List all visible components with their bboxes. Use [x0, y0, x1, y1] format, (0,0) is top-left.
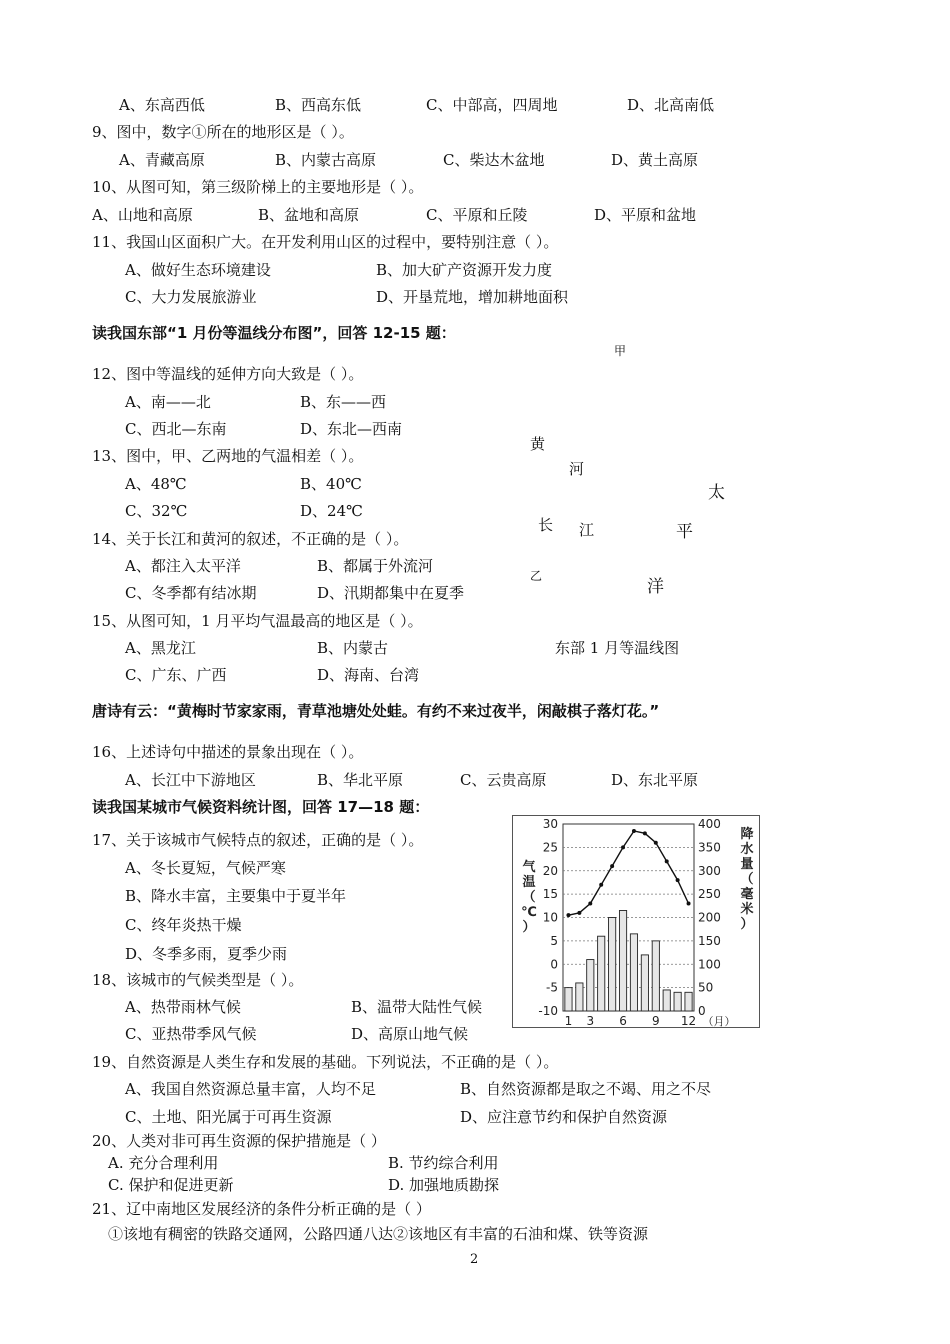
precip-bar	[663, 990, 670, 1011]
q13-option-a[interactable]: A、48℃	[125, 475, 187, 493]
map-label-yi: 乙	[530, 569, 543, 583]
precip-bar	[619, 910, 626, 1011]
map-label-he: 河	[569, 460, 585, 478]
temperature-point	[687, 901, 691, 905]
temperature-line	[569, 831, 689, 915]
q16-option-a[interactable]: A、长江中下游地区	[125, 771, 256, 789]
temperature-point	[566, 913, 570, 917]
q13-option-c[interactable]: C、32℃	[125, 502, 188, 520]
right-tick-label: 100	[698, 957, 721, 972]
q13-option-b[interactable]: B、40℃	[300, 475, 362, 493]
q17-option-a[interactable]: A、冬长夏短，气候严寒	[125, 859, 286, 877]
q13-option-d[interactable]: D、24℃	[300, 502, 363, 520]
q9-option-c[interactable]: C、柴达木盆地	[443, 151, 545, 169]
q17-option-d[interactable]: D、冬季多雨，夏季少雨	[125, 945, 288, 963]
right-tick-label: 350	[698, 840, 721, 855]
q10-option-c[interactable]: C、平原和丘陵	[426, 206, 528, 224]
q14-option-a[interactable]: A、都注入太平洋	[125, 557, 241, 575]
q21-stem: 21、辽中南地区发展经济的条件分析正确的是（ ）	[92, 1200, 431, 1218]
x-tick-label: 9	[651, 1014, 660, 1027]
q12-option-b[interactable]: B、东——西	[300, 393, 387, 411]
poem-intro: 唐诗有云：“黄梅时节家家雨，青草池塘处处蛙。有约不来过夜半，闲敲棋子落灯花。”	[92, 702, 660, 720]
precip-bar	[641, 955, 648, 1011]
map-label-jia: 甲	[614, 344, 627, 358]
q20-option-b[interactable]: B. 节约综合利用	[388, 1154, 499, 1172]
page-number: 2	[470, 1252, 479, 1267]
map-label-huang: 黄	[530, 435, 546, 453]
map-label-ping: 平	[676, 522, 693, 542]
temperature-point	[643, 831, 647, 835]
q18-option-d[interactable]: D、高原山地气候	[351, 1025, 469, 1043]
precip-bar	[685, 992, 692, 1011]
right-tick-label: 250	[698, 887, 721, 902]
map-label-tai: 太	[708, 483, 725, 503]
q20-stem: 20、人类对非可再生资源的保护措施是（ ）	[92, 1132, 386, 1150]
precip-bar	[630, 934, 637, 1011]
map-label-chang: 长	[538, 516, 554, 534]
q12-option-a[interactable]: A、南——北	[125, 393, 211, 411]
right-tick-label: 400	[698, 817, 721, 831]
q19-option-c[interactable]: C、土地、阳光属于可再生资源	[125, 1108, 332, 1126]
q12-stem: 12、图中等温线的延伸方向大致是（ ）。	[92, 365, 364, 383]
left-tick-label: 25	[542, 840, 558, 855]
left-tick-label: 20	[542, 863, 558, 878]
q10-option-b[interactable]: B、盆地和高原	[258, 206, 360, 224]
temperature-point	[632, 829, 636, 833]
q10-option-d[interactable]: D、平原和盆地	[594, 206, 697, 224]
right-tick-label: 150	[698, 933, 721, 948]
left-tick-label: 10	[542, 910, 558, 925]
q9-option-a[interactable]: A、青藏高原	[119, 151, 205, 169]
q15-option-b[interactable]: B、内蒙古	[317, 639, 389, 657]
q10-stem: 10、从图可知，第三级阶梯上的主要地形是（ ）。	[92, 178, 424, 196]
q20-option-a[interactable]: A. 充分合理利用	[108, 1154, 219, 1172]
q19-stem: 19、自然资源是人类生存和发展的基础。下列说法，不正确的是（ ）。	[92, 1053, 559, 1071]
q10-option-a[interactable]: A、山地和高原	[92, 206, 193, 224]
temperature-point	[610, 864, 614, 868]
left-tick-label: -5	[546, 980, 558, 995]
left-tick-label: 5	[550, 933, 558, 948]
temperature-point	[588, 901, 592, 905]
q11-option-d[interactable]: D、开垦荒地，增加耕地面积	[376, 288, 569, 306]
left-tick-label: 0	[550, 957, 558, 972]
q8-option-a[interactable]: A、东高西低	[119, 96, 205, 114]
q15-option-d[interactable]: D、海南、台湾	[317, 666, 420, 684]
q18-stem: 18、该城市的气候类型是（ ）。	[92, 971, 304, 989]
precip-bar	[576, 983, 583, 1011]
precip-bar	[652, 941, 659, 1011]
q18-option-a[interactable]: A、热带雨林气候	[125, 998, 241, 1016]
temperature-point	[654, 841, 658, 845]
q17-option-b[interactable]: B、降水丰富，主要集中于夏半年	[125, 887, 347, 905]
section-heading-climate: 读我国某城市气候资料统计图，回答 17—18 题：	[92, 798, 430, 816]
right-axis-title: 降水量（毫米）	[740, 827, 754, 932]
q20-option-c[interactable]: C. 保护和促进更新	[108, 1176, 234, 1194]
q11-option-a[interactable]: A、做好生态环境建设	[125, 261, 271, 279]
section-heading-isotherm: 读我国东部“1 月份等温线分布图”，回答 12-15 题：	[92, 324, 456, 342]
q15-option-c[interactable]: C、广东、广西	[125, 666, 227, 684]
left-axis-title: 气温（℃）	[521, 860, 537, 935]
temperature-point	[599, 883, 603, 887]
map-caption: 东部 1 月等温线图	[555, 639, 680, 657]
map-label-jiang: 江	[579, 521, 595, 539]
climate-chart	[512, 815, 760, 1028]
q19-option-a[interactable]: A、我国自然资源总量丰富，人均不足	[125, 1080, 376, 1098]
left-tick-label: -10	[538, 1004, 558, 1018]
q19-option-b[interactable]: B、自然资源都是取之不竭、用之不尽	[460, 1080, 712, 1098]
x-axis-unit: （月）	[702, 1015, 736, 1027]
x-tick-label: 1	[564, 1014, 573, 1027]
right-tick-label: 0	[698, 1004, 706, 1018]
precip-bar	[587, 960, 594, 1011]
temperature-point	[577, 911, 581, 915]
q12-option-c[interactable]: C、西北—东南	[125, 420, 227, 438]
q16-option-d[interactable]: D、东北平原	[611, 771, 699, 789]
q16-stem: 16、上述诗句中描述的景象出现在（ ）。	[92, 743, 364, 761]
climate-chart-svg	[513, 816, 759, 1027]
q11-option-b[interactable]: B、加大矿产资源开发力度	[376, 261, 553, 279]
temperature-point	[676, 878, 680, 882]
x-tick-label: 12	[680, 1014, 697, 1027]
left-tick-label: 15	[542, 887, 558, 902]
q17-stem: 17、关于该城市气候特点的叙述，正确的是（ ）。	[92, 831, 424, 849]
q8-option-d[interactable]: D、北高南低	[627, 96, 715, 114]
map-label-yang: 洋	[647, 577, 664, 597]
q18-option-b[interactable]: B、温带大陆性气候	[351, 998, 483, 1016]
q15-stem: 15、从图可知，1 月平均气温最高的地区是（ ）。	[92, 612, 423, 630]
q16-option-c[interactable]: C、云贵高原	[460, 771, 547, 789]
precip-bar	[598, 936, 605, 1011]
q20-option-d[interactable]: D. 加强地质勘探	[388, 1176, 500, 1194]
x-tick-label: 3	[586, 1014, 595, 1027]
q11-stem: 11、我国山区面积广大。在开发利用山区的过程中，要特别注意（ ）。	[92, 233, 559, 251]
q16-option-b[interactable]: B、华北平原	[317, 771, 404, 789]
q12-option-d[interactable]: D、东北—西南	[300, 420, 403, 438]
q13-stem: 13、图中，甲、乙两地的气温相差（ ）。	[92, 447, 364, 465]
q14-stem: 14、关于长江和黄河的叙述，不正确的是（ ）。	[92, 530, 409, 548]
q8-option-c[interactable]: C、中部高，四周地	[426, 96, 558, 114]
q9-stem: 9、图中，数字①所在的地形区是（ ）。	[92, 123, 354, 141]
q9-option-b[interactable]: B、内蒙古高原	[275, 151, 377, 169]
right-tick-label: 300	[698, 863, 721, 878]
q14-option-c[interactable]: C、冬季都有结冰期	[125, 584, 257, 602]
q14-option-d[interactable]: D、汛期都集中在夏季	[317, 584, 465, 602]
x-tick-label: 6	[619, 1014, 627, 1027]
precip-bar	[674, 992, 681, 1011]
q15-option-a[interactable]: A、黑龙江	[125, 639, 196, 657]
q11-option-c[interactable]: C、大力发展旅游业	[125, 288, 257, 306]
q14-option-b[interactable]: B、都属于外流河	[317, 557, 434, 575]
right-tick-label: 200	[698, 910, 721, 925]
precip-bar	[609, 918, 616, 1012]
q9-option-d[interactable]: D、黄土高原	[611, 151, 699, 169]
temperature-point	[665, 859, 669, 863]
q17-option-c[interactable]: C、终年炎热干燥	[125, 916, 242, 934]
left-tick-label: 30	[542, 817, 558, 831]
temperature-point	[621, 845, 625, 849]
q19-option-d[interactable]: D、应注意节约和保护自然资源	[460, 1108, 668, 1126]
precip-bar	[565, 988, 572, 1011]
q8-option-b[interactable]: B、西高东低	[275, 96, 362, 114]
q18-option-c[interactable]: C、亚热带季风气候	[125, 1025, 257, 1043]
right-tick-label: 50	[698, 980, 714, 995]
q21-statement: ①该地有稠密的铁路交通网，公路四通八达②该地区有丰富的石油和煤、铁等资源	[108, 1225, 649, 1243]
